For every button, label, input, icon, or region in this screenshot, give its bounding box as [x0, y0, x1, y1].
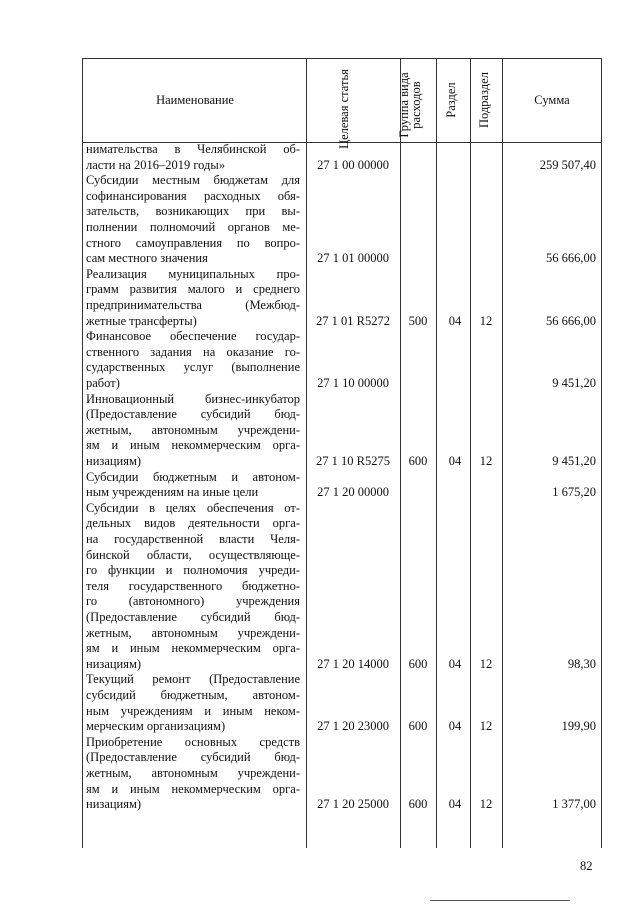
row-target-code: 27 1 20 23000: [317, 719, 389, 734]
row-name-line: ным учреждениям на иные цели: [86, 485, 259, 500]
row-group: 600: [408, 797, 428, 812]
row-group: 500: [408, 313, 428, 328]
row-sum: 259 507,40: [539, 157, 596, 172]
table-row: [0, 392, 640, 470]
table-row: [0, 501, 640, 673]
row-subsection: 12: [479, 453, 493, 468]
row-name: [86, 470, 300, 501]
row-name-line: (Предоставление субсидий бюд-: [86, 609, 300, 624]
table-row: [0, 142, 640, 173]
row-name-line: (Предоставление субсидий бюд-: [86, 407, 300, 422]
row-name-line: Приобретение основных средств: [86, 734, 300, 749]
row-section: 04: [448, 719, 462, 734]
row-name-line: ям и иным некоммерческим орга-: [86, 781, 300, 796]
bottom-edge-mark: [430, 900, 570, 901]
row-subsection: 12: [479, 719, 493, 734]
row-name-line: сударственных услуг (выполнение: [86, 360, 300, 375]
row-name-line: жетным, автономным учреждени-: [86, 765, 300, 780]
row-subsection: 12: [479, 656, 493, 671]
row-name-line: ственного задания на оказание го-: [86, 344, 300, 359]
row-name-line: жетным, автономным учреждени-: [86, 422, 300, 437]
row-name-line: теля государственного бюджетно-: [86, 578, 300, 593]
row-name-line: софинансирования расходных обя-: [86, 188, 300, 203]
header-target-text: Целевая статья: [337, 69, 351, 149]
row-name-line: низациям): [86, 453, 142, 468]
row-subsection: 12: [479, 797, 493, 812]
row-target-code: 27 1 20 00000: [317, 485, 389, 500]
row-sum: 1 377,00: [552, 797, 596, 812]
row-name: [86, 173, 300, 267]
row-name: [86, 392, 300, 470]
row-name-line: низациям): [86, 656, 142, 671]
row-name-line: Субсидии местным бюджетам для: [86, 173, 300, 188]
row-name-line: на государственной власти Челя-: [86, 531, 300, 546]
row-sum: 56 666,00: [546, 313, 596, 328]
row-section: 04: [448, 313, 462, 328]
table-row: [0, 267, 640, 329]
row-name-line: бинской области, осуществляюще-: [86, 547, 300, 562]
row-name-line: ным учреждениям и иным неком-: [86, 703, 300, 718]
row-name: [86, 329, 300, 391]
header-sum: Сумма: [534, 93, 570, 107]
header-section-text: Раздел: [444, 82, 458, 118]
row-target-code: 27 1 20 25000: [317, 797, 389, 812]
header-group: [398, 65, 438, 145]
row-sum: 1 675,20: [552, 485, 596, 500]
row-name-line: Финансовое обеспечение государ-: [86, 329, 300, 344]
table-row: [0, 735, 640, 813]
row-target-code: 27 1 10 R5275: [316, 453, 390, 468]
row-name-line: грамм развития малого и среднего: [86, 282, 300, 297]
row-name-line: стного самоуправления по вопро-: [86, 235, 300, 250]
row-name-line: ласти на 2016–2019 годы»: [86, 157, 226, 172]
row-name-line: предпринимательства (Межбюд-: [86, 297, 300, 312]
row-name-line: (Предоставление субсидий бюд-: [86, 750, 300, 765]
row-name-line: го функции и полномочия учреди-: [86, 563, 300, 578]
table-row: [0, 470, 640, 501]
row-sum: 56 666,00: [546, 251, 596, 266]
row-name-line: мерческим организациям): [86, 719, 226, 734]
row-subsection: 12: [479, 313, 493, 328]
row-name-line: полнении полномочий органов ме-: [86, 219, 300, 234]
header-section: [445, 60, 461, 140]
row-target-code: 27 1 00 00000: [317, 157, 389, 172]
row-name: [86, 142, 300, 173]
row-name-line: дельных видов деятельности орга-: [86, 516, 300, 531]
header-target: [338, 69, 368, 149]
row-name-line: нимательства в Челябинской об-: [86, 142, 300, 156]
row-group: 600: [408, 656, 428, 671]
header-group-text: Группа вида расходов: [397, 72, 423, 138]
header-name: Наименование: [156, 93, 234, 107]
row-section: 04: [448, 656, 462, 671]
row-name-line: Текущий ремонт (Предоставление: [86, 672, 300, 687]
row-target-code: 27 1 01 00000: [317, 251, 389, 266]
row-sum: 98,30: [567, 656, 596, 671]
page-number: 82: [580, 859, 593, 873]
row-name-line: жетным, автономным учреждени-: [86, 625, 300, 640]
row-name-line: низациям): [86, 797, 142, 812]
header-subsection-text: Подраздел: [477, 72, 491, 128]
row-name-line: Субсидии бюджетным и автоном-: [86, 469, 300, 484]
row-target-code: 27 1 10 00000: [317, 375, 389, 390]
row-target-code: 27 1 20 14000: [317, 656, 389, 671]
row-name-line: ям и иным некоммерческим орга-: [86, 438, 300, 453]
row-target-code: 27 1 01 R5272: [316, 313, 390, 328]
table-row: [0, 173, 640, 267]
header-subsection: [478, 60, 494, 140]
row-name-line: субсидий бюджетным, автоном-: [86, 687, 300, 702]
row-name-line: зательств, возникающих при вы-: [86, 204, 300, 219]
row-name-line: Инновационный бизнес-инкубатор: [86, 391, 300, 406]
row-group: 600: [408, 719, 428, 734]
row-name: [86, 735, 300, 813]
table-top-border: [82, 58, 602, 59]
row-name: [86, 267, 300, 329]
row-name-line: го (автономного) учреждения: [86, 594, 300, 609]
row-name-line: сам местного значения: [86, 251, 208, 266]
row-sum: 9 451,20: [552, 375, 596, 390]
row-sum: 9 451,20: [552, 453, 596, 468]
row-name-line: ям и иным некоммерческим орга-: [86, 641, 300, 656]
row-section: 04: [448, 797, 462, 812]
row-name-line: работ): [86, 375, 120, 390]
row-group: 600: [408, 453, 428, 468]
row-name-line: жетные трансферты): [86, 313, 197, 328]
row-name-line: Реализация муниципальных про-: [86, 266, 300, 281]
row-name: [86, 501, 300, 673]
table-row: [0, 672, 640, 734]
row-name-line: Субсидии в целях обеспечения от-: [86, 500, 300, 515]
row-sum: 199,90: [561, 719, 596, 734]
row-name: [86, 672, 300, 734]
row-section: 04: [448, 453, 462, 468]
table-row: [0, 329, 640, 391]
